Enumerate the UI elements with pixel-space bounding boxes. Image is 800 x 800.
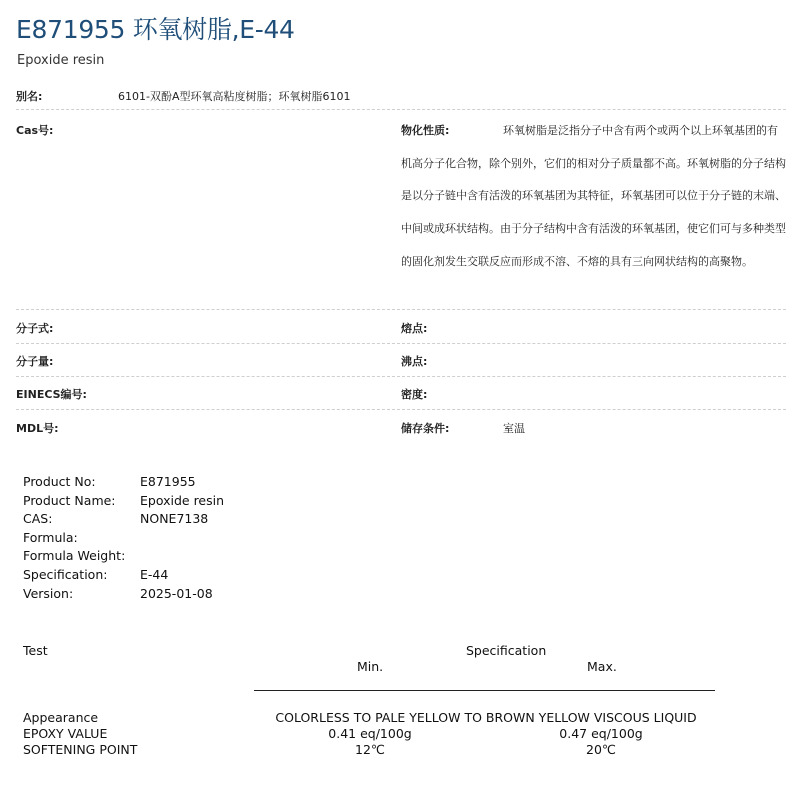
storage-value: 室温 — [503, 422, 525, 435]
info-value: 2025-01-08 — [140, 585, 213, 601]
storage-label: 储存条件: — [401, 422, 450, 435]
test-name: SOFTENING POINT — [23, 742, 138, 757]
boiling-point-label: 沸点: — [401, 355, 428, 368]
cas-physchem-block — [16, 110, 786, 310]
info-key: Formula Weight: — [23, 548, 126, 564]
test-name: EPOXY VALUE — [23, 726, 108, 741]
alias-label: 别名: — [16, 90, 43, 103]
spec-row-softening-point — [0, 742, 800, 758]
header-divider — [254, 690, 715, 691]
cas-label: Cas号: — [16, 124, 54, 137]
property-row-einecs — [16, 376, 786, 410]
info-key: Formula: — [23, 529, 78, 545]
info-value: E-44 — [140, 566, 169, 582]
min-value: 0.41 eq/100g — [328, 726, 412, 741]
page-title: E871955 环氧树脂,E-44 — [16, 15, 295, 44]
info-key: Product Name: — [23, 492, 116, 508]
spec-row-appearance — [0, 710, 800, 726]
info-value: E871955 — [140, 474, 196, 489]
max-value: 20℃ — [586, 742, 616, 757]
spec-value: COLORLESS TO PALE YELLOW TO BROWN YELLOW VISCOUS LIQUID — [275, 710, 697, 725]
max-value: 0.47 eq/100g — [559, 726, 643, 741]
property-row-mw — [16, 343, 786, 377]
mdl-label: MDL号: — [16, 422, 59, 435]
test-header: Test — [23, 643, 48, 658]
info-value: NONE7138 — [140, 511, 209, 527]
info-key: Version: — [23, 585, 74, 601]
alias-value: 6101-双酚A型环氧高粘度树脂；环氧树脂6101 — [118, 90, 351, 103]
info-key: Specification: — [23, 566, 108, 582]
info-key: CAS: — [23, 511, 53, 527]
physchem-label: 物化性质: — [401, 124, 450, 137]
min-value: 12℃ — [355, 742, 385, 757]
property-row-formula — [16, 310, 786, 344]
alias-row — [16, 80, 786, 110]
physchem-text: 环氧树脂是泛指分子中含有两个或两个以上环氧基团的有机高分子化合物，除个别外，它们的相对分子质量都不高。环氧树脂的分子结构是以分子链中含有活泼的环氧基团为其特征，环氧基团可以位于分子链的末端、中间或成环状结构。由于分子结构中含有活泼的环氧基团，使它们可与多种类型的固化剂发生交联反应而形成不溶、不熔的具有三向网状结构的高聚物。 — [401, 124, 786, 268]
mw-label: 分子量: — [16, 355, 54, 368]
density-label: 密度: — [401, 388, 428, 401]
info-key: Product No: — [23, 474, 96, 489]
test-name: Appearance — [23, 710, 99, 725]
einecs-label: EINECS编号: — [16, 388, 87, 401]
specification-header: Specification — [466, 643, 547, 658]
property-row-mdl — [16, 410, 786, 443]
min-header: Min. — [357, 659, 384, 674]
formula-label: 分子式: — [16, 322, 54, 335]
max-header: Max. — [587, 659, 617, 674]
page-subtitle: Epoxide resin — [17, 53, 105, 68]
melting-point-label: 熔点: — [401, 322, 428, 335]
info-value: Epoxide resin — [140, 492, 225, 508]
spec-row-epoxy-value — [0, 726, 800, 742]
